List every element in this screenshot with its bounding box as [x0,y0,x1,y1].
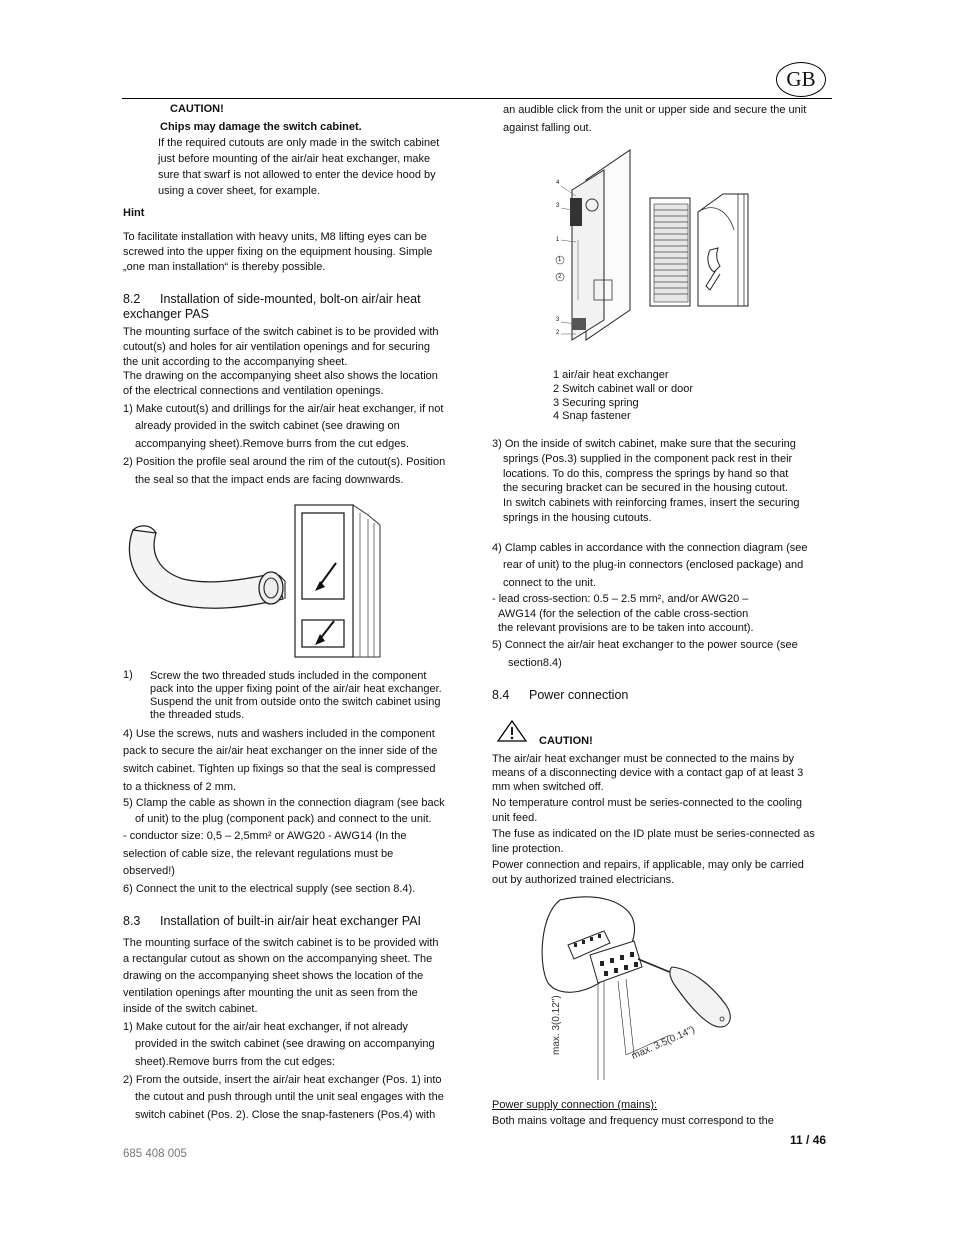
hint-title: Hint [123,207,145,219]
step-line: observed!) [123,865,175,877]
body-line: out by authorized trained electricians. [492,874,675,886]
caution-line: sure that swarf is not allowed to enter the device hood by [158,169,436,181]
hint-line: screwed into the upper fixing on the equipment housing. Simple [123,246,433,258]
caution-line: just before mounting of the air/air heat exchanger, make [158,153,431,165]
step-line: 5) Connect the air/air heat exchanger to the power source (see [492,639,798,651]
body-line: means of a disconnecting device with a contact gap of at least 3 [492,767,804,779]
legend-item: 3 Securing spring [553,397,639,409]
legend-item: 4 Snap fastener [553,410,631,422]
step-line: sheet).Remove burrs from the cut edges: [135,1056,335,1068]
section-title: Installation of built-in air/air heat exchanger PAI [160,914,422,928]
step-line: 5) Clamp the cable as shown in the connection diagram (see back [123,797,445,809]
step-line: - lead cross-section: 0.5 – 2.5 mm², and/or AWG20 – [492,593,749,605]
step-line: 4) Use the screws, nuts and washers included in the component [123,728,435,740]
step-line: switch cabinet. Tighten up fixings so that the seal is compressed [123,763,436,775]
section-number: 8.3 [123,914,141,928]
supply-title: Power supply connection (mains): [492,1099,658,1111]
body-line: The drawing on the accompanying sheet also shows the location [123,370,438,382]
step-line: switch cabinet (Pos. 2). Close the snap-fasteners (Pos.4) with [135,1109,436,1121]
step-line: 4) Clamp cables in accordance with the connection diagram (see [492,542,808,554]
step-line: selection of cable size, the relevant regulations must be [123,848,394,860]
caution-title: CAUTION! [170,103,224,115]
page-number: 11 / 46 [790,1133,827,1147]
step-line: AWG14 (for the selection of the cable cross-section [498,608,749,620]
figure-label: 2 [556,330,560,336]
header-rule [122,98,832,99]
section-title: exchanger PAS [123,307,209,321]
body-line: The fuse as indicated on the ID plate must be series-connected as [492,828,815,840]
body-line: the unit according to the accompanying sheet. [123,356,348,368]
step-number: 1) [123,669,133,681]
figure-label: 4 [556,180,560,186]
step-line: 2) Position the profile seal around the rim of the cutout(s). Position [123,456,446,468]
section-title: Installation of side-mounted, bolt-on air/air heat [160,292,421,306]
step-line: already provided in the switch cabinet (see drawing on [135,420,400,432]
step-line: pack to secure the air/air heat exchanger on the inner side of the [123,745,438,757]
body-line: cutout(s) and holes for air ventilation openings and for securing [123,341,430,353]
dimension-label: max. 3.5(0.14") [630,1024,697,1063]
body-line: an audible click from the unit or upper side and secure the unit [503,104,807,116]
step-line: the cutout and push through until the unit seal engages with the [135,1091,444,1103]
step-line: Suspend the unit from outside onto the switch cabinet using [150,696,441,708]
step-line: 6) Connect the unit to the electrical supply (see section 8.4). [123,883,416,895]
caution-line: using a cover sheet, for example. [158,185,321,197]
body-line: The mounting surface of the switch cabinet is to be provided with [123,326,439,338]
body-line: Power connection and repairs, if applicable, may only be carried [492,859,804,871]
step-line: locations. To do this, compress the springs by hand so that [503,468,789,480]
section-title: Power connection [529,688,629,702]
legend-item: 1 air/air heat exchanger [553,369,669,381]
step-line: accompanying sheet).Remove burrs from the cut edges. [135,438,409,450]
body-line: inside of the switch cabinet. [123,1003,258,1015]
caution-title: CAUTION! [539,735,593,747]
step-line: the relevant provisions are to be taken into account). [498,622,754,634]
warning-icon [497,720,527,742]
step-line: springs (Pos.3) supplied in the component pack rest in their [503,453,793,465]
step-line: 1) Make cutout for the air/air heat exchanger, if not already [123,1021,408,1033]
body-line: The mounting surface of the switch cabinet is to be provided with [123,937,439,949]
section-number: 8.4 [492,688,510,702]
body-line: against falling out. [503,122,592,134]
body-line: a rectangular cutout as shown on the accompanying sheet. The [123,953,433,965]
step-line: the securing bracket can be secured in the housing cutout. [503,482,788,494]
step-line: connect to the unit. [503,577,596,589]
step-line: 2) From the outside, insert the air/air heat exchanger (Pos. 1) into [123,1074,442,1086]
step-line: rear of unit) to the plug-in connectors (enclosed package) and [503,559,804,571]
step-line: In switch cabinets with reinforcing frames, insert the securing [503,497,800,509]
figure-label: 3 [556,203,560,209]
step-line: 1) Make cutout(s) and drillings for the air/air heat exchanger, if not [123,403,444,415]
body-line: of the electrical connections and ventilation openings. [123,385,384,397]
figure-label: 2 [558,274,562,280]
section-number: 8.2 [123,292,141,306]
body-line: No temperature control must be series-connected to the cooling [492,797,802,809]
figure-label: 3 [556,317,560,323]
step-line: to a thickness of 2 mm. [123,781,237,793]
body-line: mm when switched off. [492,781,604,793]
dimension-label: max. 3(0.12") [551,995,562,1055]
step-line: of unit) to the plug (component pack) and connect to the unit. [135,813,432,825]
body-line: Both mains voltage and frequency must correspond to the [492,1115,774,1127]
step-line: pack into the upper fixing point of the air/air heat exchanger. [150,683,442,695]
step-line: section8.4) [508,657,562,669]
connector-figure [540,895,760,1090]
caution-line: If the required cutouts are only made in the switch cabinet [158,137,440,149]
seal-figure [128,495,398,665]
figure-label: 1 [556,237,560,243]
body-line: drawing on the accompanying sheet shows the location of the [123,970,424,982]
step-line: 3) On the inside of switch cabinet, make sure that the securing [492,438,796,450]
hint-line: „one man installation“ is thereby possible. [123,261,326,273]
body-line: line protection. [492,843,564,855]
step-line: Screw the two threaded studs included in the component [150,670,427,682]
heat-exchanger-figure [548,150,763,350]
body-line: unit feed. [492,812,538,824]
step-line: the seal so that the impact ends are facing downwards. [135,474,404,486]
legend-item: 2 Switch cabinet wall or door [553,383,694,395]
figure-label: 1 [558,257,562,263]
document-number: 685 408 005 [123,1148,187,1160]
body-line: The air/air heat exchanger must be connected to the mains by [492,753,795,765]
step-line: - conductor size: 0,5 – 2,5mm² or AWG20 - AWG14 (In the [123,830,407,842]
body-line: ventilation openings after mounting the unit as seen from the [123,987,418,999]
caution-subtitle: Chips may damage the switch cabinet. [160,121,362,133]
step-line: the threaded studs. [150,709,245,721]
step-line: springs in the housing cutouts. [503,512,652,524]
language-badge: GB [776,62,826,97]
step-line: provided in the switch cabinet (see drawing on accompanying [135,1038,435,1050]
hint-line: To facilitate installation with heavy units, M8 lifting eyes can be [123,231,427,243]
